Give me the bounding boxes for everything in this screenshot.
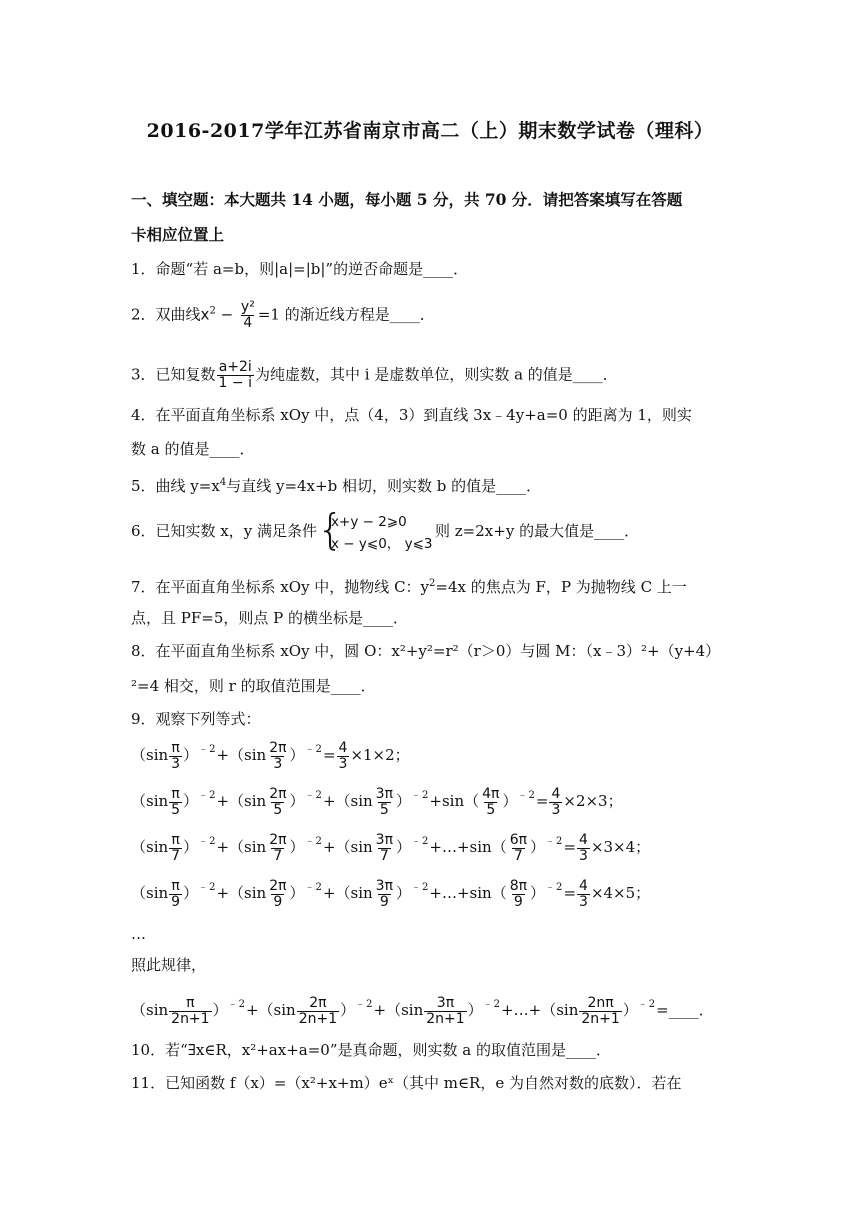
question-5: 5．曲线 $y=x^4$与直线 y=4x+b 相切，则实数 b 的值是____． bbox=[131, 477, 542, 495]
question-6: 6．已知实数 x，y 满足条件 { x+y − 2⩾0 x − y⩽0， y⩽3 则 z=2x+y 的最大值是____． bbox=[131, 505, 640, 554]
fraction-complex: $\frac{a+2i}{1 - i}$ bbox=[218, 359, 252, 391]
ellipsis: … bbox=[131, 925, 146, 943]
question-8-line1: 8．在平面直角坐标系 xOy 中，圆 O：x²+y²=r²（r＞0）与圆 M：（x﹣3）²+（y+4） bbox=[131, 642, 721, 660]
question-7-line1: 7．在平面直角坐标系 xOy 中，抛物线 C：$y^2=4x$ 的焦点为 F，P 为抛物线 C 上一 bbox=[131, 578, 687, 596]
equation-row-2: （sin $\frac{\pi}{5}$ ）$^{﹣2}$+（sin $\frac{2\pi}{5}$ ）$^{﹣2}$+（sin $\frac{3\pi}{5}$ ）$^{﹣2}$+sin（ $\frac{4\pi}{5}$ ）$^{﹣2}$= $\frac{4}{3}$ ×2×3； bbox=[131, 785, 623, 818]
rule-text: 照此规律， bbox=[131, 956, 207, 974]
question-2: 2．双曲线$x^2$ − $\frac{\text{y²}}{4}$ =1 的渐近线方程是____． bbox=[131, 299, 435, 331]
page-title: 2016-2017学年江苏省南京市高二（上）期末数学试卷（理科） bbox=[146, 120, 714, 142]
question-4-line2: 数 a 的值是____． bbox=[131, 440, 255, 458]
equation-row-1: （sin $\frac{\pi}{3}$ ）$^{﹣2}$+（sin $\frac{2\pi}{3}$ ）$^{﹣2}$= $\frac{4}{3}$ ×1×2； bbox=[131, 739, 410, 772]
equation-row-4: （sin $\frac{\pi}{9}$ ）$^{﹣2}$+（sin $\frac{2\pi}{9}$ ）$^{﹣2}$+（sin $\frac{3\pi}{9}$ ）$^{﹣2}$+…+sin（ $\frac{8\pi}{9}$ ）$^{﹣2}$= $\frac{4}{3}$ ×4×5； bbox=[131, 877, 651, 910]
question-1: 1．命题“若 a=b，则|a|=|b|”的逆否命题是____． bbox=[131, 260, 469, 278]
equation-general: （sin $\frac{\pi}{2n+1}$ ）$^{﹣2}$+（sin $\frac{2\pi}{2n+1}$ ）$^{﹣2}$+（sin $\frac{3\pi}{2n+1}$ ）$^{﹣2}$+…+（sin $\frac{2n\pi}{2n+1}$ ）$^{﹣2}$=____． bbox=[131, 994, 714, 1027]
fraction-y2-over-4: $\frac{\text{y²}}{4}$ bbox=[240, 299, 255, 331]
section-heading-line1: 一、填空题：本大题共 14 小题，每小题 5 分，共 70 分．请把答案填写在答题 bbox=[131, 190, 683, 209]
section-heading-line2: 卡相应位置上 bbox=[131, 225, 225, 244]
question-9-intro: 9．观察下列等式： bbox=[131, 710, 261, 728]
question-10: 10．若“∃x∈R，x²+ax+a=0”是真命题，则实数 a 的取值范围是____． bbox=[131, 1041, 611, 1059]
equation-row-3: （sin $\frac{\pi}{7}$ ）$^{﹣2}$+（sin $\frac{2\pi}{7}$ ）$^{﹣2}$+（sin $\frac{3\pi}{7}$ ）$^{﹣2}$+…+sin（ $\frac{6\pi}{7}$ ）$^{﹣2}$= $\frac{4}{3}$ ×3×4； bbox=[131, 831, 651, 864]
question-8-line2: ²=4 相交，则 r 的取值范围是____． bbox=[131, 677, 376, 695]
question-4-line1: 4．在平面直角坐标系 xOy 中，点（4，3）到直线 3x﹣4y+a=0 的距离为 1，则实 bbox=[131, 406, 692, 424]
inequality-system: { x+y − 2⩾0 x − y⩽0， y⩽3 bbox=[317, 505, 433, 554]
question-7-line2: 点，且 PF=5，则点 P 的横坐标是____． bbox=[131, 609, 409, 627]
question-3: 3．已知复数 $\frac{a+2i}{1 - i}$ 为纯虚数，其中 i 是虚数单位，则实数 a 的值是____． bbox=[131, 359, 618, 391]
question-11: 11．已知函数 f（x）=（x²+x+m）eˣ（其中 m∈R，e 为自然对数的底数）．若在 bbox=[131, 1074, 682, 1092]
